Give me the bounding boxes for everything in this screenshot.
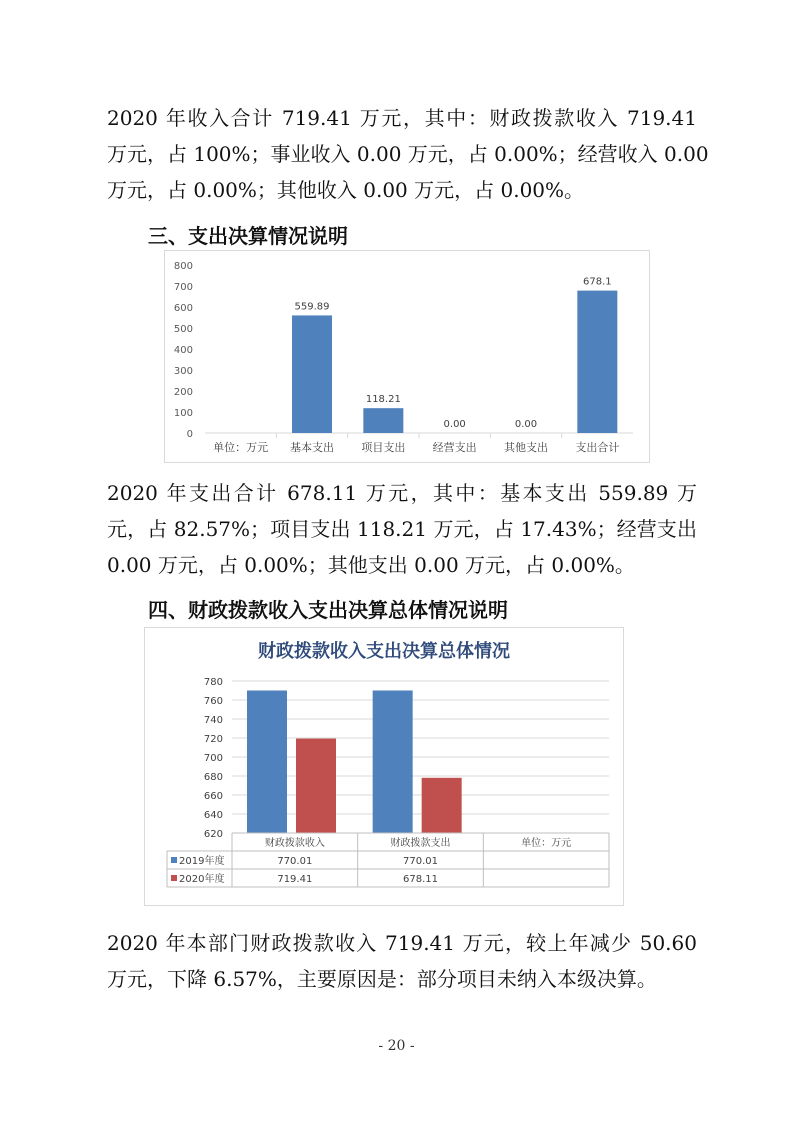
data-label: 0.00: [514, 419, 538, 430]
fiscal-chart-svg: [145, 628, 623, 905]
table-cell: 719.41: [277, 874, 313, 885]
text-line: 0.00 万元，占 0.00%；其他支出 0.00 万元，占 0.00%。: [107, 553, 635, 577]
legend-swatch: [171, 875, 177, 881]
x-tick-label: 财政拨款支出: [390, 838, 451, 849]
page-number: - 20 -: [378, 1038, 415, 1054]
y-tick-label: 400: [173, 345, 193, 356]
table-cell: 770.01: [277, 856, 313, 867]
y-tick-label: 640: [203, 810, 223, 821]
y-tick-label: 600: [173, 303, 193, 314]
y-tick-label: 500: [173, 324, 193, 335]
y-tick-label: 700: [173, 282, 193, 293]
section-heading-expenditure: 三、支出决算情况说明: [148, 224, 348, 248]
y-tick-label: 680: [203, 772, 223, 783]
y-tick-label: 760: [203, 696, 223, 707]
legend-label: 2020年度: [179, 874, 225, 885]
legend-label: 2019年度: [179, 856, 225, 867]
y-tick-label: 620: [203, 829, 223, 840]
legend-swatch: [171, 857, 177, 863]
text-line: 2020 年收入合计 719.41 万元，其中：财政拨款收入 719.41: [107, 106, 697, 130]
y-tick-label: 720: [203, 734, 223, 745]
bar: [292, 315, 332, 433]
bar: [363, 408, 403, 433]
x-tick-label: 支出合计: [575, 441, 620, 454]
chart-title: 财政拨款收入支出决算总体情况: [258, 641, 510, 662]
y-tick-label: 740: [203, 715, 223, 726]
text-line: 万元，占 100%；事业收入 0.00 万元，占 0.00%；经营收入 0.00: [107, 142, 709, 166]
text-line: 万元，占 0.00%；其他收入 0.00 万元，占 0.00%。: [107, 178, 585, 202]
x-tick-label: 财政拨款收入: [264, 838, 325, 849]
paragraph-fiscal: [107, 925, 697, 997]
fiscal-chart: [144, 627, 624, 906]
paragraph-expenditure: [107, 475, 697, 583]
text-line: 元，占 82.57%；项目支出 118.21 万元，占 17.43%；经营支出: [107, 517, 697, 541]
text-line: 2020 年支出合计 678.11 万元，其中：基本支出 559.89 万: [107, 481, 697, 505]
bar-2020: [296, 739, 336, 833]
data-label: 0.00: [443, 419, 466, 430]
y-tick-label: 700: [203, 753, 223, 764]
data-label: 118.21: [365, 394, 401, 406]
y-tick-label: 800: [173, 261, 193, 272]
section-heading-fiscal: 四、财政拨款收入支出决算总体情况说明: [148, 598, 508, 622]
table-cell: 678.11: [403, 874, 438, 885]
y-tick-label: 100: [173, 408, 193, 419]
paragraph-income: [107, 100, 709, 208]
y-tick-label: 0: [186, 429, 193, 440]
expenditure-chart: [164, 250, 650, 463]
text-line: 万元，下降 6.57%，主要原因是：部分项目未纳入本级决算。: [107, 967, 657, 991]
data-label: 559.89: [294, 301, 330, 313]
y-tick-label: 300: [173, 366, 193, 377]
data-label: 678.1: [583, 276, 612, 288]
bar-2020: [422, 778, 462, 833]
y-tick-label: 660: [203, 791, 223, 802]
bar: [577, 291, 617, 433]
y-tick-label: 780: [203, 677, 223, 688]
text-line: 2020 年本部门财政拨款收入 719.41 万元，较上年减少 50.60: [107, 931, 697, 955]
x-tick-label: 单位：万元: [521, 838, 572, 849]
x-tick-label: 基本支出: [290, 441, 334, 454]
x-tick-label: 其他支出: [504, 441, 548, 454]
y-tick-label: 200: [173, 387, 193, 398]
table-cell: 770.01: [403, 856, 438, 867]
bar-2019: [373, 690, 413, 833]
x-tick-label: 单位：万元: [213, 441, 269, 454]
x-tick-label: 经营支出: [432, 441, 477, 454]
bar-2019: [247, 690, 287, 833]
expenditure-chart-svg: [165, 251, 649, 462]
x-tick-label: 项目支出: [361, 441, 406, 454]
